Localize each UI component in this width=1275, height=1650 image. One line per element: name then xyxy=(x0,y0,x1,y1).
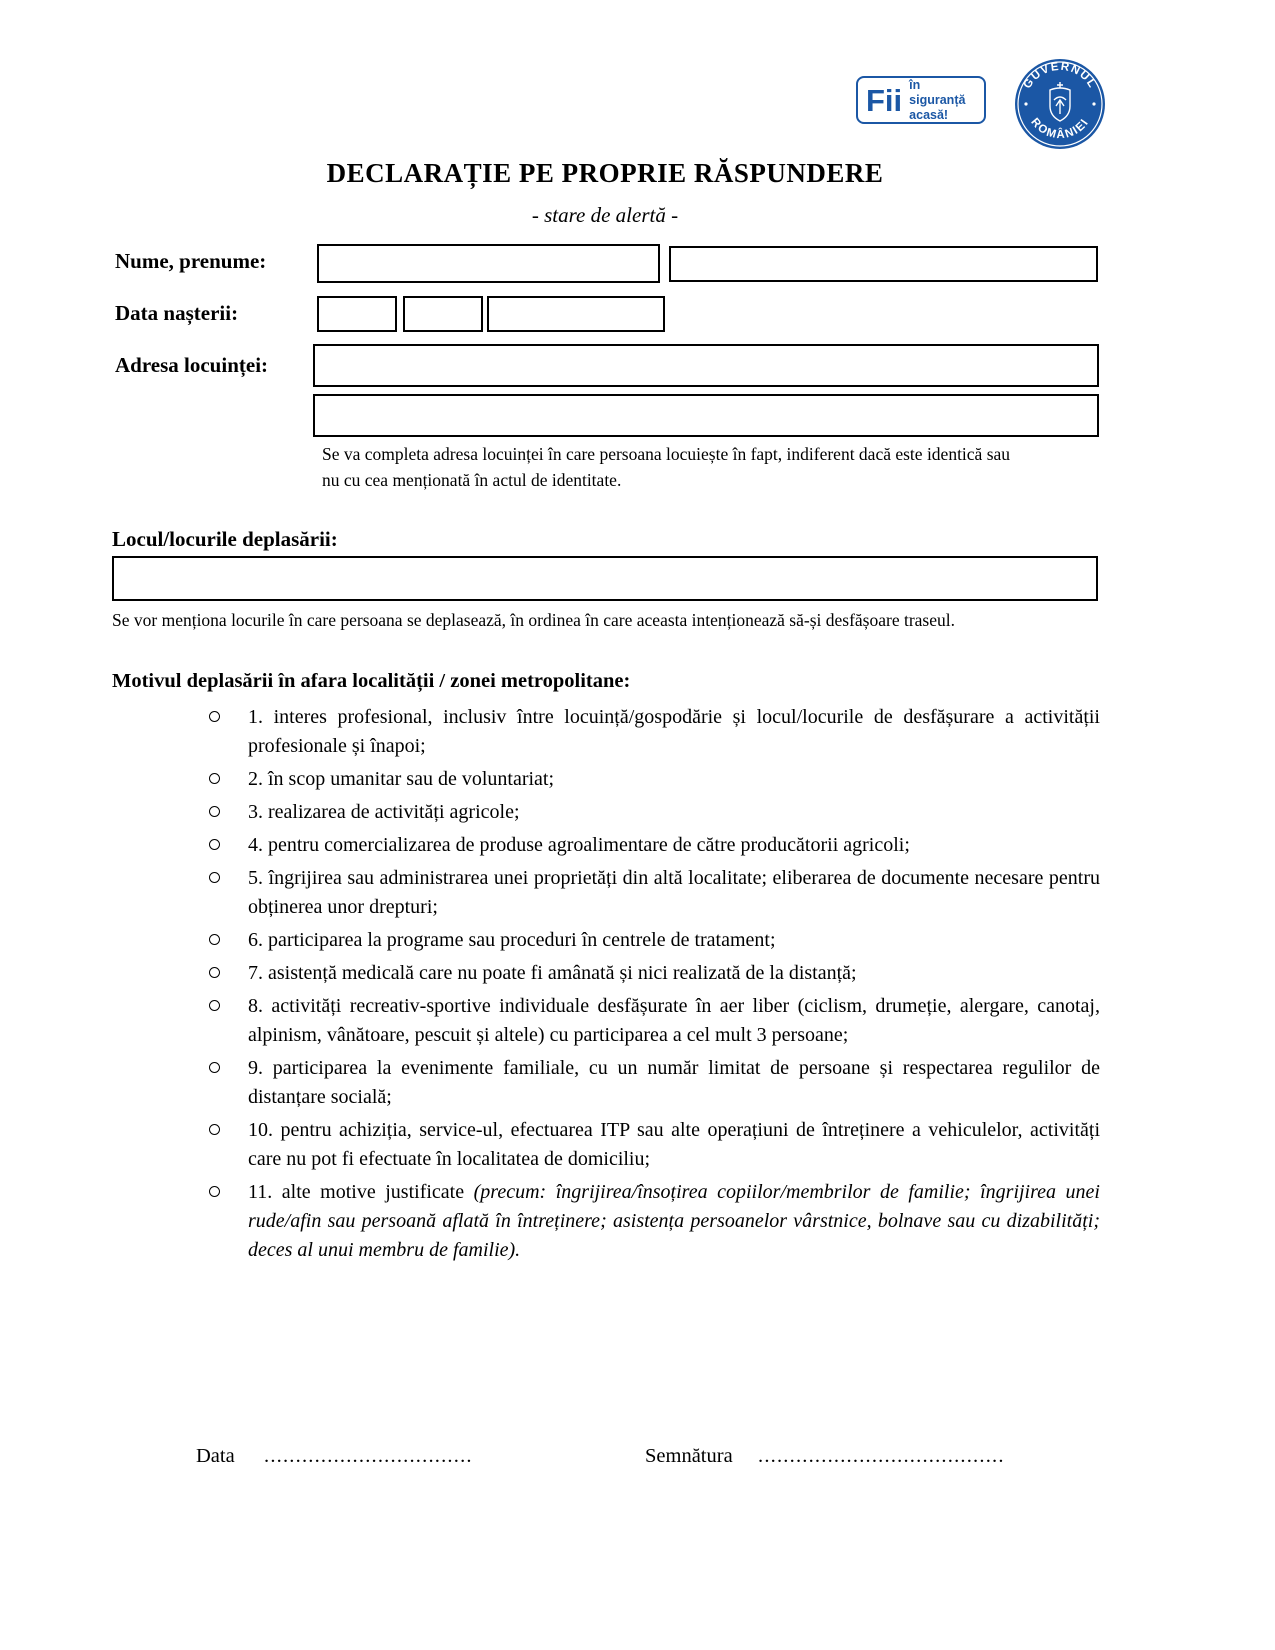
circle-bullet-icon xyxy=(209,839,220,850)
fii-caption-line2: acasă! xyxy=(909,107,949,122)
reason-text: 9. participarea la evenimente familiale, cu un număr limitat de persoane și respectarea regulilor de distanțare socială; xyxy=(248,1057,1100,1108)
circle-bullet-icon xyxy=(209,1000,220,1011)
birth-year-input[interactable] xyxy=(487,296,665,332)
reason-item-2 xyxy=(112,765,1100,794)
address-input-line2[interactable] xyxy=(313,394,1099,437)
fii-logo-caption xyxy=(909,78,976,123)
travel-places-note: Se vor menționa locurile în care persoana se deplasează, în ordinea în care aceasta intenționează să-și desfășoare traseul. xyxy=(112,610,955,630)
signature-dotted-line[interactable]: ....................................... xyxy=(758,1445,1005,1467)
fii-logo-text: Fii xyxy=(866,82,903,118)
address-input-line1[interactable] xyxy=(313,344,1099,387)
circle-bullet-icon xyxy=(209,967,220,978)
seal-arc-bottom-text: ROMÂNIEI xyxy=(1028,116,1092,142)
first-name-input[interactable] xyxy=(669,246,1098,282)
reason-text: 3. realizarea de activități agricole; xyxy=(248,801,520,823)
reason-text: 11. alte motive justificate xyxy=(248,1181,474,1203)
circle-bullet-icon xyxy=(209,1124,220,1135)
reason-item-11 xyxy=(112,1178,1100,1265)
reason-item-10 xyxy=(112,1116,1100,1174)
reason-text: 6. participarea la programe sau proceduri în centrele de tratament; xyxy=(248,929,776,951)
date-dotted-line[interactable]: ................................. xyxy=(264,1445,473,1467)
seal-arc-top-text: GUVERNUL xyxy=(1021,60,1099,91)
name-label: Nume, prenume: xyxy=(115,249,267,273)
reason-item-8 xyxy=(112,992,1100,1050)
birth-day-input[interactable] xyxy=(317,296,397,332)
reason-text: 10. pentru achiziția, service-ul, efectuarea ITP sau alte operațiuni de întreținere a vehiculelor, activități care nu pot fi efectuate în localitatea de domiciliu; xyxy=(248,1119,1100,1170)
reason-item-6 xyxy=(112,926,1100,955)
reason-item-4 xyxy=(112,831,1100,860)
reason-text: 1. interes profesional, inclusiv între locuință/gospodărie și locul/locurile de desfășurare a activității profesionale și înapoi; xyxy=(248,706,1100,757)
reason-text: 7. asistență medicală care nu poate fi amânată și nici realizată de la distanță; xyxy=(248,962,857,984)
reason-text-italic: (precum: îngrijirea/însoțirea copiilor/membrilor de familie; îngrijirea unei rude/afin sau persoană aflată în întreținere; asistența persoanelor vârstnice, bolnave sau cu dizabilități; deces al unui membru de familie). xyxy=(248,1181,1100,1261)
reasons-heading: Motivul deplasării în afara localității / zonei metropolitane: xyxy=(112,670,631,692)
circle-bullet-icon xyxy=(209,1062,220,1073)
reason-item-9 xyxy=(112,1054,1100,1112)
address-note xyxy=(322,441,1102,493)
circle-bullet-icon xyxy=(209,872,220,883)
circle-bullet-icon xyxy=(209,711,220,722)
circle-bullet-icon xyxy=(209,806,220,817)
circle-bullet-icon xyxy=(209,1186,220,1197)
birth-month-input[interactable] xyxy=(403,296,483,332)
fii-caption-line1: în siguranță xyxy=(909,77,966,107)
travel-places-heading: Locul/locurile deplasării: xyxy=(112,527,338,551)
reason-text: 5. îngrijirea sau administrarea unei proprietăți din altă localitate; eliberarea de documente necesare pentru obținerea unor drepturi; xyxy=(248,867,1100,918)
address-label: Adresa locuinței: xyxy=(115,353,269,377)
reason-item-3 xyxy=(112,798,1100,827)
page-title: DECLARAȚIE PE PROPRIE RĂSPUNDERE xyxy=(326,158,884,188)
address-note-line2: nu cu cea menționată în actul de identitate. xyxy=(322,470,622,490)
date-label: Data xyxy=(196,1445,235,1467)
government-of-romania-seal-icon xyxy=(1014,58,1106,150)
fii-in-siguranta-badge xyxy=(856,76,986,124)
circle-bullet-icon xyxy=(209,773,220,784)
footer-sign-row xyxy=(112,1445,1098,1485)
reason-item-7 xyxy=(112,959,1100,988)
reason-item-1 xyxy=(112,703,1100,761)
reason-text: 2. în scop umanitar sau de voluntariat; xyxy=(248,768,555,790)
reason-item-5 xyxy=(112,864,1100,922)
reason-text: 8. activități recreativ-sportive individuale desfășurate în aer liber (ciclism, drumeție, alergare, canotaj, alpinism, vânătoare, pescuit și altele) cu participarea a cel mult 3 persoane; xyxy=(248,995,1100,1046)
travel-places-input[interactable] xyxy=(112,556,1098,601)
signature-label: Semnătura xyxy=(645,1445,733,1467)
birthdate-label: Data nașterii: xyxy=(115,301,239,325)
circle-bullet-icon xyxy=(209,934,220,945)
last-name-input[interactable] xyxy=(317,244,660,283)
reason-text: 4. pentru comercializarea de produse agroalimentare de către producătorii agricoli; xyxy=(248,834,910,856)
reasons-list xyxy=(112,703,1100,1269)
address-note-line1: Se va completa adresa locuinței în care persoana locuiește în fapt, indiferent dacă este identică sau xyxy=(322,444,1011,464)
page-subtitle: - stare de alertă - xyxy=(531,203,679,227)
